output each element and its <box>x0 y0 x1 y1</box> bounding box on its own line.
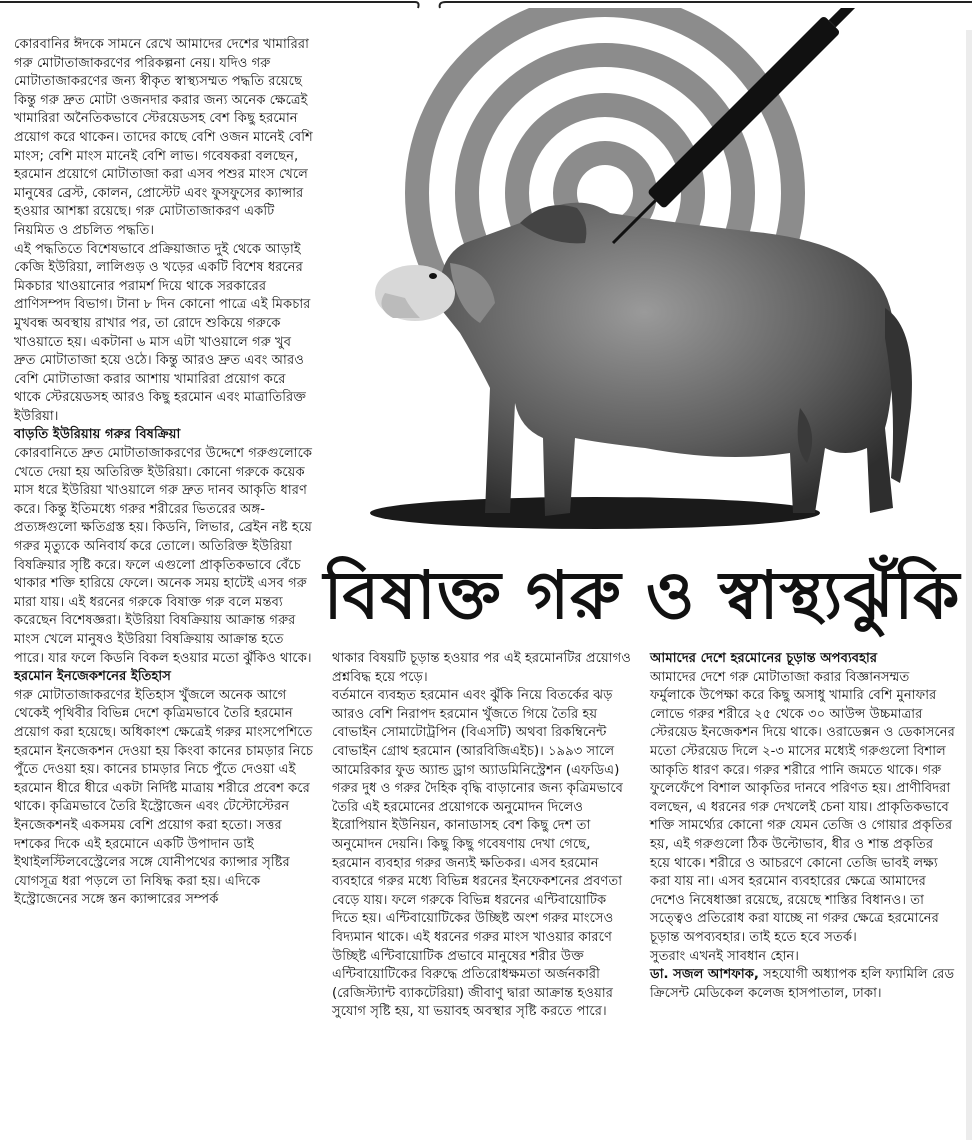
paragraph: সুতরাং এখনই সাবধান হোন। <box>650 948 800 964</box>
article-column-middle <box>332 650 632 1022</box>
paragraph: এই পদ্ধতিতে বিশেষভাবে প্রক্রিয়াজাত দুই থেকে আড়াই কেজি ইউরিয়া, লালিগুড় ও খড়ের একটি বিশেষ ধরনের মিকচার খাওয়ানোর পরামর্শ দিয়ে থাকে সরকারের প্রাণিসম্পদ বিভাগ। টানা ৮ দিন কোনো পাত্রে এই মিকচার মুখবন্ধ অবস্থায় রাখার পর, তা রোদে শুকিয়ে গরুকে খাওয়াতে হয়। একটানা ৬ মাস এটা খাওয়ালে গরু খুব দ্রুত মোটাতাজা হয়ে ওঠে। কিন্তু আরও দ্রুত এবং আরও বেশি মোটাতাজা করার আশায় খামারিরা প্রয়োগ করে থাকে স্টেরয়েডসহ আরও কিছু হরমোন এবং মাত্রাতিরিক্ত ইউরিয়া। <box>14 241 311 424</box>
paragraph: আমাদের দেশে গরু মোটাতাজা করার বিজ্ঞানসম্মত ফর্মুলাকে উপেক্ষা করে কিছু অসাধু খামারি বেশি মুনাফার লোভে গরুর শরীরে ২৫ থেকে ৩০ আউন্স উচ্চমাত্রার স্টেরয়েড ইনজেকশন দিয়ে থাকে। ওরাডেক্সন ও ডেকাসনের মতো স্টেরয়েড দিলে ২-৩ মাসের মধ্যেই গরুগুলো বিশাল আকৃতি ধারণ করে। গরুর শরীরে পানি জমতে থাকে। গরু ফুলেফেঁপে বিশাল আকৃতির দানবে পরিণত হয়। প্রাণীবিদরা বলছেন, এ ধরনের গরু দেখলেই চেনা যায়। প্রাকৃতিকভাবে শক্তি সামর্থ্যের কোনো গরু যেমন তেজি ও গোয়ার প্রকৃতির হয়, এই গরুগুলো ঠিক উল্টোভাব, ধীর ও শান্ত প্রকৃতির হয়ে থাকে। শরীরে ও আচরণে কোনো তেজি ভাবই লক্ষ্য করা যায় না। এসব হরমোন ব্যবহারের ক্ষেত্রে আমাদের দেশেও নিষেধাজ্ঞা রয়েছে, রয়েছে শাস্তির বিধানও। তা সত্ত্বেও প্রতিরোধ করা যাচ্ছে না গরুর ক্ষেত্রে হরমোনের চূড়ান্ত অপব্যবহার। তাই হতে হবে সতর্ক। <box>650 669 955 945</box>
article-column-left <box>14 36 314 910</box>
paragraph: থাকার বিষয়টি চূড়ান্ত হওয়ার পর এই হরমোনটির প্রয়োগও প্রশ্নবিদ্ধ হয়ে পড়ে। <box>332 651 631 685</box>
paragraph: কোরবানির ঈদকে সামনে রেখে আমাদের দেশের খামারিরা গরু মোটাতাজাকরণের পরিকল্পনা নেয়। যদিও গরু মোটাতাজাকরণের জন্য স্বীকৃত স্বাস্থ্যসম্মত পদ্ধতি রয়েছে কিন্তু গরু দ্রুত মোটা ওজনদার করার জন্য অনেক ক্ষেত্রেই খামারিরা অনৈতিকভাবে স্টেরয়েডসহ বেশ কিছু হরমোন প্রয়োগ করে থাকেন। তাদের কাছে বেশি ওজন মানেই বেশি মাংস; বেশি মাংস মানেই বেশি লাভ। গবেষকরা বলছেন, হরমোন প্রয়োগে মোটাতাজা করা এসব পশুর মাংস খেলে মানুষের ব্রেস্ট, কোলন, প্রোস্টেট এবং ফুসফুসের ক্যান্সার হওয়ার আশঙ্কা রয়েছে। গরু মোটাতাজাকরণ একটি নিয়মিত ও প্রচলিত পদ্ধতি। <box>14 37 313 238</box>
ground-shadow <box>370 497 820 529</box>
bull-target-syringe-illustration <box>345 8 965 553</box>
author-affiliation: সহযোগী অধ্যাপক হলি ফ্যামিলি রেড ক্রিসেন্ট মেডিকেল কলেজ হাসপাতাল, ঢাকা। <box>650 967 955 1001</box>
author-name: ডা. সজল আশফাক, <box>650 967 759 983</box>
paragraph: বর্তমানে ব্যবহৃত হরমোন এবং ঝুঁকি নিয়ে বিতর্কের ঝড় আরও বেশি নিরাপদ হরমোন খুঁজতে গিয়ে তৈরি হয় বোভাইন সোমাটোট্রপিন (বিএসটি) অথবা রিকম্বিনেন্ট বোভাইন গ্রোথ হরমোন (আরবিজিএইচ)। ১৯৯৩ সালে আমেরিকার ফুড অ্যান্ড ড্রাগ অ্যাডমিনিস্ট্রেশন (এফডিএ) গরুর দুধ ও গরুর দৈহিক বৃদ্ধি বাড়ানোর জন্য কৃত্রিমভাবে তৈরি এই হরমোনের প্রয়োগকে অনুমোদন দিলেও ইরোপিয়ান ইউনিয়ন, কানাডাসহ বেশ কিছু দেশ তা অনুমোদন দেয়নি। কিছু কিছু গবেষণায় দেখা গেছে, হরমোন ব্যবহার গরুর জন্যই ক্ষতিকর। এসব হরমোন ব্যবহারে গরুর মধ্যে বিভিন্ন ধরনের ইনফেকশনের প্রবণতা বেড়ে যায়। ফলে গরুকে বিভিন্ন ধরনের এন্টিবায়োটিক দিতে হয়। এন্টিবায়োটিকের উচ্ছিষ্ট অংশ গরুর মাংসেও বিদ্যমান থাকে। এই ধরনের গরুর মাংস খাওয়ার কারণে উচ্ছিষ্ট এন্টিবায়োটিক প্রভাবে মানুষের শরীর উক্ত এন্টিবায়োটিকের বিরুদ্ধে প্রতিরোধক্ষমতা অর্জনকারী (রেজিস্ট্যান্ট ব্যাকটেরিয়া) জীবাণু দ্বারা আক্রান্ত হওয়ার সুযোগ সৃষ্টি হয়, যা ভয়াবহ অবস্থার সৃষ্টি করতে পারে। <box>332 688 624 1020</box>
subheading: আমাদের দেশে হরমোনের চূড়ান্ত অপব্যবহার <box>650 651 878 666</box>
scrollbar[interactable] <box>966 30 972 1140</box>
paragraph: কোরবানিতে দ্রুত মোটাতাজাকরণের উদ্দেশে গরুগুলোকে খেতে দেয়া হয় অতিরিক্ত ইউরিয়া। কোনো গরুকে কয়েক মাস ধরে ইউরিয়া খাওয়ালে গরু দ্রুত দানব আকৃতি ধারণ করে। কিন্তু ইতিমধ্যে গরুর শরীরের ভিতরের অঙ্গ-প্রত্যঙ্গগুলো ক্ষতিগ্রস্ত হয়। কিডনি, লিভার, ব্রেইন নষ্ট হয়ে গরুর মৃত্যুকে অনিবার্য করে তোলে। অতিরিক্ত ইউরিয়া বিষক্রিয়ার সৃষ্টি করে। ফলে এগুলো প্রাকৃতিকভাবে বেঁচে থাকার শক্তি হারিয়ে ফেলে। অনেক সময় হাটেই এসব গরু মারা যায়। এই ধরনের গরুকে বিষাক্ত গরু বলে মন্তব্য করেছেন বিশেষজ্ঞরা। ইউরিয়া বিষক্রিয়ায় আক্রান্ত গরুর মাংস খেলে মানুষও ইউরিয়া বিষক্রিয়ায় আক্রান্ত হতে পারে। যার ফলে কিডনি বিকল হওয়ার মতো ঝুঁকিও থাকে। <box>14 446 313 666</box>
subheading: বাড়তি ইউরিয়ায় গরুর বিষক্রিয়া <box>14 427 181 443</box>
author-byline <box>650 966 955 1003</box>
article-headline: বিষাক্ত গরু ও স্বাস্থ্যঝুঁকি <box>323 556 961 634</box>
article-column-right <box>650 650 955 1003</box>
bull <box>375 203 912 516</box>
subheading: হরমোন ইনজেকশনের ইতিহাস <box>14 669 171 685</box>
paragraph: গরু মোটাতাজাকরণের ইতিহাস খুঁজলে অনেক আগে থেকেই পৃথিবীর বিভিন্ন দেশে কৃত্রিমভাবে তৈরি হরমোন প্রয়োগ করা হয়েছে। অধিকাংশ ক্ষেত্রেই গরুর মাংসপেশিতে হরমোন ইনজেকশন দেওয়া হয় কিংবা কানের চামড়ার নিচে পুঁতে দেওয়া হয়। কানের চামড়ার নিচে পুঁতে দেওয়া এই হরমোন ধীরে ধীরে একটা নির্দিষ্ট মাত্রায় শরীরে প্রবেশ করে থাকে। কৃত্রিমভাবে তৈরি ইস্ট্রোজেন এবং টেস্টোস্টেরন ইনজেকশনই একসময় বেশি প্রয়োগ করা হতো। সত্তর দশকের দিকে এই হরমোনে একটি উপাদান ডাই ইথাইলস্টিলবেস্ট্রেলের সঙ্গে যোনীপথের ক্যান্সার সৃষ্টির যোগসূত্র ধরা পড়লে তা নিষিদ্ধ করা হয়। এদিকে ইস্ট্রোজেনের সঙ্গে স্তন ক্যান্সারের সম্পর্ক <box>14 687 313 908</box>
